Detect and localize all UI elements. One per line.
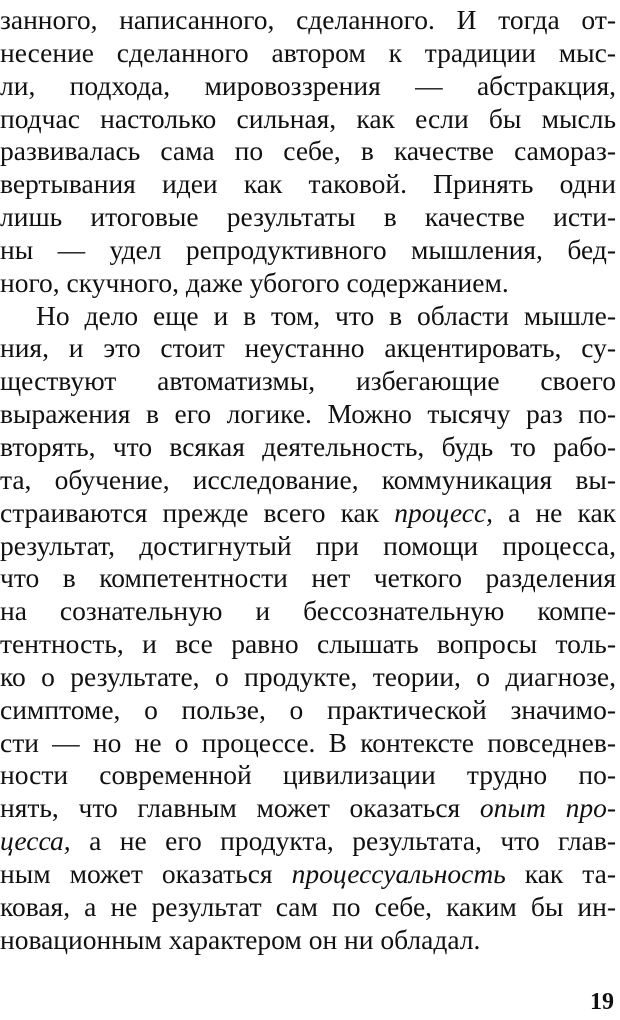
text-run: симптоме, о пользе, о практической значимо- <box>0 693 616 725</box>
text-line <box>0 628 616 661</box>
text-run: нять, что главным может оказаться <box>0 792 480 824</box>
text-run: сти — но не о процессе. В контексте повседнев- <box>0 726 616 758</box>
text-line <box>0 201 616 234</box>
text-run: тентность, и все равно слышать вопросы толь- <box>0 628 616 660</box>
text-run: ны — удел репродуктивного мышления, бед- <box>0 233 616 265</box>
text-line <box>0 103 616 136</box>
text-line <box>0 365 616 398</box>
text-run: результат, достигнутый при помощи процесса, <box>0 529 616 561</box>
text-line <box>0 530 616 563</box>
paragraph <box>0 4 616 300</box>
text-run: на сознательную и бессознательную компе- <box>0 595 616 627</box>
text-run: ковая, а не результат сам по себе, каким бы ин- <box>0 890 616 922</box>
text-line <box>0 497 616 530</box>
text-line <box>0 168 616 201</box>
text-run: подчас настолько сильная, как если бы мысль <box>0 102 616 134</box>
text-line <box>0 858 616 891</box>
text-line <box>0 562 616 595</box>
text-run: лишь итоговые результаты в качестве исти- <box>0 201 616 233</box>
text-line <box>0 4 616 37</box>
text-run: выражения в его логике. Можно тысячу раз по- <box>0 398 616 430</box>
text-run: ществуют автоматизмы, избегающие своего <box>0 365 616 397</box>
text-line <box>0 37 616 70</box>
text-run: несение сделанного автором к традиции мыс- <box>0 36 616 68</box>
text-run: ли, подхода, мировоззрения — абстракция, <box>0 69 616 101</box>
text-run: Но дело еще и в том, что в области мышле- <box>36 299 616 331</box>
text-run: вертывания идеи как таковой. Принять одни <box>0 168 616 200</box>
text-run: страиваются прежде всего как <box>0 496 395 528</box>
text-line <box>0 267 616 300</box>
text-line <box>0 332 616 365</box>
text-run: та, обучение, исследование, коммуникация вы- <box>0 463 616 495</box>
italic-text: опыт про- <box>479 792 616 824</box>
text-run: ния, и это стоит неустанно акцентировать, су- <box>0 332 616 364</box>
text-line <box>0 135 616 168</box>
italic-text: процесс, <box>394 496 494 528</box>
text-run: ко о результате, о продукте, теории, о диагнозе, <box>0 660 616 692</box>
text-run: а не как <box>493 496 616 528</box>
text-line <box>0 661 616 694</box>
text-run: что в компетентности нет четкого разделения <box>0 562 616 594</box>
body-text <box>0 4 616 956</box>
text-line <box>0 464 616 497</box>
text-line <box>0 924 616 957</box>
text-run: вторять, что всякая деятельность, будь то рабо- <box>0 430 616 462</box>
text-run: ным может оказаться <box>0 857 292 889</box>
text-run: новационным характером он ни обладал. <box>0 923 481 955</box>
text-line <box>0 300 616 333</box>
text-run: развивалась сама по себе, в качестве самораз- <box>0 135 616 167</box>
text-run: ности современной цивилизации трудно по- <box>0 759 616 791</box>
page-number: 19 <box>590 989 614 1015</box>
text-line <box>0 825 616 858</box>
text-run: занного, написанного, сделанного. И тогда от- <box>0 4 616 35</box>
text-run: ного, скучного, даже убогого содержанием. <box>0 266 509 298</box>
text-line <box>0 694 616 727</box>
text-line <box>0 70 616 103</box>
text-run: а не его продукта, результата, что глав- <box>70 825 616 857</box>
text-line <box>0 792 616 825</box>
italic-text: цесса, <box>0 825 71 857</box>
text-line <box>0 759 616 792</box>
text-line <box>0 234 616 267</box>
paragraph <box>0 300 616 957</box>
text-line <box>0 431 616 464</box>
text-line <box>0 595 616 628</box>
text-line <box>0 398 616 431</box>
text-line <box>0 727 616 760</box>
text-run: как та- <box>505 857 616 889</box>
text-line <box>0 891 616 924</box>
italic-text: процессуальность <box>291 857 506 889</box>
